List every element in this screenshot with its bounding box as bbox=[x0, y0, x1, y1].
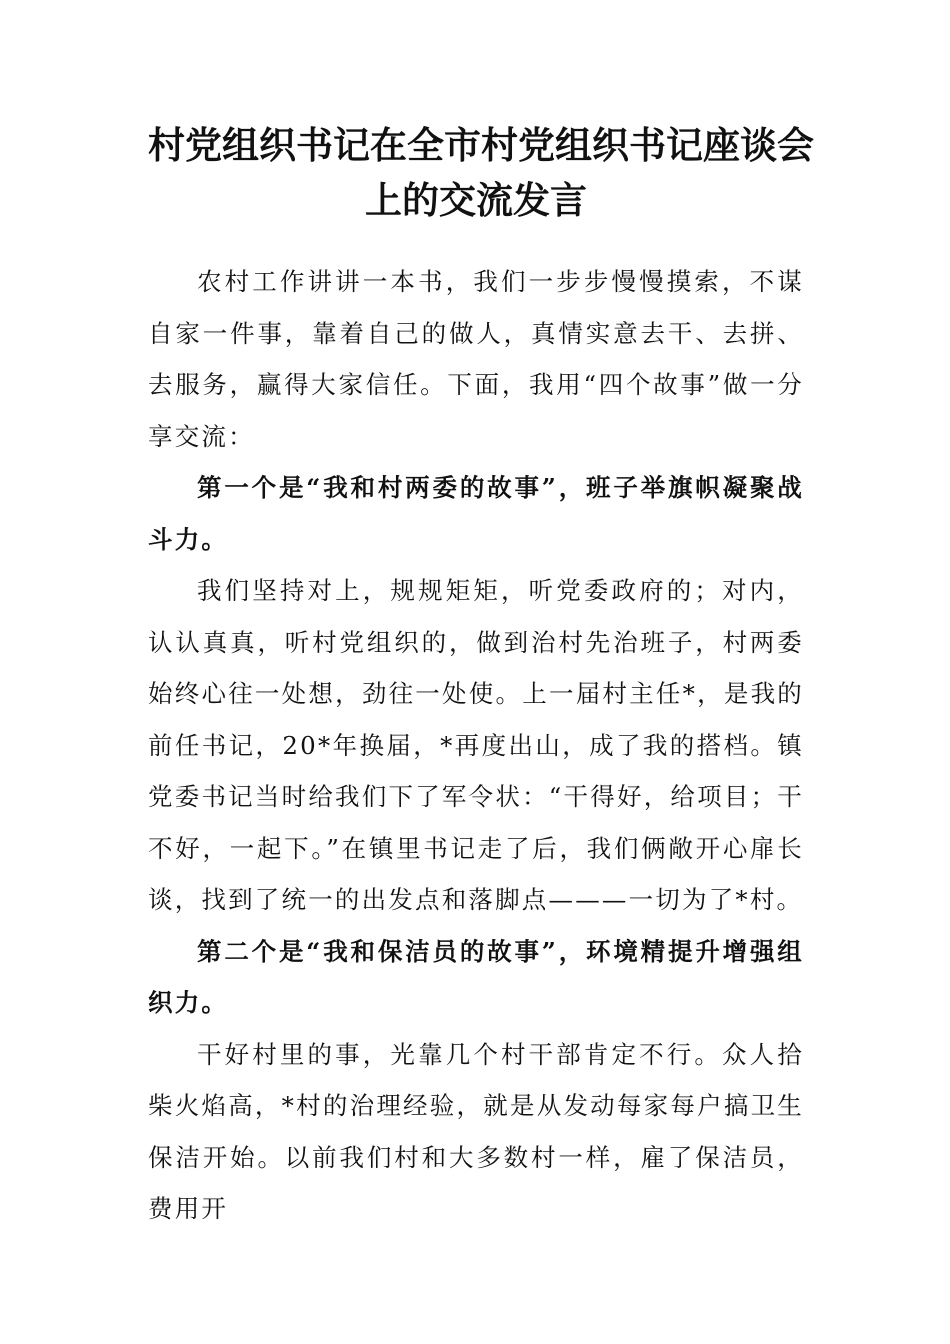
section-paragraph-1: 我们坚持对上，规规矩矩，听党委政府的；对内，认认真真，听村党组织的，做到治村先治班子，村两委始终心往一处想，劲往一处使。上一届村主任*，是我的前任书记，20*年换届，*再度出山，成了我的搭档。镇党委书记当时给我们下了军令状：“干得好，给项目；干不好，一起下。”在镇里书记走了后，我们俩敞开心扉长谈，找到了统一的出发点和落脚点———一切为了*村。 bbox=[148, 576, 804, 914]
document-page bbox=[148, 118, 814, 1235]
intro-paragraph: 农村工作讲讲一本书，我们一步步慢慢摸索，不谋自家一件事，靠着自己的做人，真情实意去干、去拼、去服务，赢得大家信任。下面，我用“四个故事”做一分享交流： bbox=[148, 267, 804, 451]
title-line-1: 村党组织书记在全市村党组织书记座谈会 bbox=[148, 123, 814, 167]
document-title bbox=[148, 118, 814, 228]
title-line-2: 上的交流发言 bbox=[365, 178, 587, 222]
document-body bbox=[148, 256, 804, 1235]
section-paragraph-2: 干好村里的事，光靠几个村干部肯定不行。众人拾柴火焰高，*村的治理经验，就是从发动每家每户搞卫生保洁开始。以前我们村和大多数村一样，雇了保洁员，费用开 bbox=[148, 1039, 804, 1223]
section-heading-1: 第一个是“我和村两委的故事”，班子举旗帜凝聚战斗力。 bbox=[148, 473, 804, 554]
section-heading-2: 第二个是“我和保洁员的故事”，环境精提升增强组织力。 bbox=[148, 936, 804, 1017]
